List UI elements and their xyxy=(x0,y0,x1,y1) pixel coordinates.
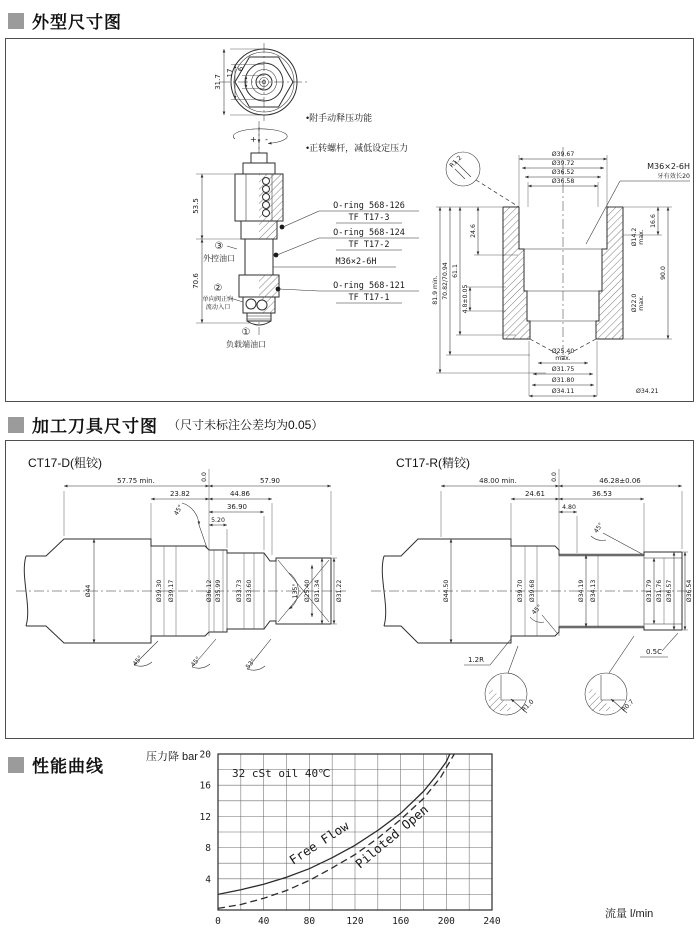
tooling-drawing-box xyxy=(5,440,694,739)
tool-r-dia-31-79: Ø31.79 xyxy=(646,579,653,603)
tool-d-dia-39-30: Ø39.30 xyxy=(156,579,163,603)
port-3-label: 外控油口 xyxy=(203,254,235,263)
tool-r-dia-36-54: Ø36.54 xyxy=(686,579,693,603)
note-screw-pressure: •正转螺杆，减低设定压力 xyxy=(306,143,409,153)
tool-r-ref-0: 0.0 xyxy=(551,472,558,482)
tool-d-dia-35-99: Ø35.99 xyxy=(215,579,222,603)
y-tick-label: 4 xyxy=(205,874,211,886)
port-1-label: 负载端油口 xyxy=(226,340,266,349)
tool-d-dim-23-82: 23.82 xyxy=(169,490,191,498)
tool-r-dim-24-61: 24.61 xyxy=(524,490,546,498)
tool-r-dia-31-76: Ø31.76 xyxy=(656,579,663,603)
tool-r-name: CT17-R(精铰) xyxy=(396,456,470,470)
tool-d-name: CT17-D(粗铰) xyxy=(28,456,102,470)
callout-thread-m36: M36×2-6H xyxy=(335,257,377,267)
tool-d-drawing xyxy=(16,469,346,670)
cavity-bot-31-75: Ø31.75 xyxy=(551,366,575,373)
cavity-bot-34-21: Ø34.21 xyxy=(636,388,659,395)
valve-dim-53-5: 53.5 xyxy=(192,198,200,214)
rotation-plus-sign: + xyxy=(250,135,257,144)
x-tick-label: 160 xyxy=(392,916,410,927)
tool-r-dia-34-13: Ø34.13 xyxy=(590,579,597,603)
tool-d-dia-36-12: Ø36.12 xyxy=(206,579,213,603)
section-subtitle-tooling: （尺寸未标注公差均为0.05） xyxy=(168,418,324,432)
tool-d-dia-31-22: Ø31.22 xyxy=(336,579,343,603)
tool-d-dia-44: Ø44 xyxy=(85,584,92,598)
cavity-dim-16-6: 16.6 xyxy=(650,214,657,228)
cavity-dim-90-0: 90.0 xyxy=(660,266,667,280)
cavity-dim-81-9: 81.9 min. xyxy=(432,275,439,305)
x-tick-label: 0 xyxy=(215,916,221,927)
tool-r-callout-1-2r: 1.2R xyxy=(468,656,484,664)
chart-x-axis-label: 流量 l/min xyxy=(605,908,654,920)
tool-d-dia-39-17: Ø39.17 xyxy=(168,579,175,603)
tool-r-dim-46-28: 46.28±0.06 xyxy=(599,477,641,485)
y-tick-label: 12 xyxy=(199,811,211,823)
tool-r-dia-36-57: Ø36.57 xyxy=(666,579,673,603)
cavity-detail-r1-2: R1.2 xyxy=(448,154,464,170)
tool-d-dia-31-34: Ø31.34 xyxy=(314,579,321,603)
performance-chart xyxy=(190,745,690,937)
callout-tf-t17-3: TF T17-3 xyxy=(348,213,390,223)
cavity-dia-36-52: Ø36.52 xyxy=(551,169,575,176)
x-tick-label: 200 xyxy=(437,916,455,927)
x-tick-label: 120 xyxy=(346,916,364,927)
cavity-drawing xyxy=(432,147,690,396)
cavity-bot-25-40-max: max. xyxy=(555,355,571,362)
cavity-dia-36-58: Ø36.58 xyxy=(551,178,575,185)
section-bullet xyxy=(8,13,24,29)
cavity-bore-14-2-max: max. xyxy=(638,229,645,245)
cavity-dim-70-82: 70.82/70.94 xyxy=(442,262,449,300)
tool-d-angle-135: 135° xyxy=(292,583,299,599)
callout-tf-t17-1: TF T17-1 xyxy=(348,293,390,303)
cavity-bot-34-11: Ø34.11 xyxy=(551,388,575,395)
x-tick-label: 80 xyxy=(303,916,316,927)
callout-tf-t17-2: TF T17-2 xyxy=(348,240,390,250)
cavity-dim-4-8: 4.8±0.05 xyxy=(462,284,469,314)
section-bullet xyxy=(8,757,24,773)
y-tick-label: 20 xyxy=(199,749,211,761)
tool-r-dim-4-80: 4.80 xyxy=(562,504,576,511)
section-header-outline xyxy=(8,8,122,33)
tool-d-dim-36-90: 36.90 xyxy=(226,503,248,511)
y-tick-label: 8 xyxy=(205,843,211,855)
tool-d-ref-0: 0.0 xyxy=(201,472,208,482)
tool-d-dim-57-90: 57.90 xyxy=(259,477,281,485)
tool-r-detail-r10 xyxy=(485,646,535,715)
cavity-thread-spec: M36×2-6H xyxy=(647,162,690,171)
note-manual-release: •附手动释压功能 xyxy=(306,113,373,123)
tool-d-dim-44-86: 44.86 xyxy=(229,490,251,498)
tool-r-drawing xyxy=(371,469,693,715)
valve-section-view xyxy=(235,147,284,335)
y-tick-label: 16 xyxy=(199,780,211,792)
cavity-bore-22-0-max: max. xyxy=(638,295,645,311)
cavity-dim-24-6: 24.6 xyxy=(470,224,477,238)
cavity-dim-61-1: 61.1 xyxy=(452,264,459,278)
cavity-bot-25-40: Ø25.40 xyxy=(551,348,575,355)
x-tick-label: 240 xyxy=(483,916,501,927)
rotation-symbol xyxy=(233,121,287,153)
tool-d-dia-25-40: Ø25.40 xyxy=(304,579,311,603)
valve-dim-70-6: 70.6 xyxy=(192,273,200,289)
topview-dim-6: 6 xyxy=(237,66,245,72)
topview-dim-17: 17 xyxy=(226,68,234,78)
callout-oring-121: O-ring 568-121 xyxy=(333,281,405,291)
section-header-tooling xyxy=(8,412,323,437)
curve-label-free-flow: Free Flow xyxy=(286,818,352,868)
tool-r-detail-r10-label: R1.0 xyxy=(520,698,536,714)
callout-oring-126: O-ring 568-126 xyxy=(333,201,405,211)
topview-dim-31-7: 31.7 xyxy=(214,74,222,90)
callout-oring-124: O-ring 568-124 xyxy=(333,228,405,238)
outline-drawing-box xyxy=(5,38,694,402)
cavity-bore-22-0: Ø22.0 xyxy=(631,293,638,313)
tool-r-dim-36-53: 36.53 xyxy=(591,490,613,498)
x-tick-label: 40 xyxy=(257,916,270,927)
port-1-number: ① xyxy=(241,327,251,338)
cavity-bore-14-2: Ø14.2 xyxy=(631,227,638,247)
tool-d-angle-top-45: 45° xyxy=(172,503,185,517)
port-2-label-line2: 流动入口 xyxy=(205,304,231,311)
tool-d-angle-b1: 45° xyxy=(131,654,145,668)
tooling-drawing-svg xyxy=(6,441,693,735)
tool-r-dia-34-19: Ø34.19 xyxy=(578,579,585,603)
tool-r-dia-39-68: Ø39.68 xyxy=(529,579,536,603)
tool-r-dim-48-00: 48.00 min. xyxy=(479,477,517,485)
tool-r-dia-39-70: Ø39.70 xyxy=(517,579,524,603)
section-header-performance xyxy=(8,752,104,777)
port-2-number: ② xyxy=(213,283,223,294)
port-2-label-line1: 单向阀正向 xyxy=(202,296,234,303)
chart-y-axis-label: 压力降 bar xyxy=(146,751,198,763)
oring-callouts xyxy=(273,201,419,303)
cavity-thread-length: 牙有效长20 xyxy=(657,173,690,180)
port-3-number: ③ xyxy=(214,241,224,252)
tool-r-angle-mid: 45° xyxy=(530,603,544,617)
cavity-dia-39-72: Ø39.72 xyxy=(551,160,575,167)
tool-d-dia-33-73: Ø33.73 xyxy=(236,579,243,603)
tool-d-angle-b3: 53° xyxy=(244,657,258,671)
tool-d-dim-57-75: 57.75 min. xyxy=(117,477,155,485)
curve-label-piloted-open: Piloted Open xyxy=(352,801,432,872)
section-title-performance: 性能曲线 xyxy=(32,757,104,776)
cavity-dia-39-67: Ø39.67 xyxy=(551,151,575,158)
section-title-tooling: 加工刀具尺寸图 xyxy=(32,417,158,436)
tool-r-detail-r07 xyxy=(585,636,635,715)
tool-r-detail-r07-label: R0.7 xyxy=(620,698,636,714)
tool-r-angle-top: 45° xyxy=(592,521,605,535)
section-bullet xyxy=(8,417,24,433)
section-title-outline: 外型尺寸图 xyxy=(32,13,122,32)
tool-d-dim-5-20: 5.20 xyxy=(211,517,225,524)
tool-r-dia-44-50: Ø44.50 xyxy=(443,579,450,603)
tool-d-angle-b2: 45° xyxy=(189,655,203,669)
chart-oil-annotation: 32 cSt oil 40℃ xyxy=(232,767,331,780)
valve-top-view xyxy=(214,43,308,121)
cavity-bot-31-80: Ø31.80 xyxy=(551,377,575,384)
outline-drawing-svg xyxy=(6,39,693,398)
rotation-minus-sign: - xyxy=(265,135,268,144)
tool-r-callout-0-5c: 0.5C xyxy=(645,648,663,656)
tool-d-dia-33-60: Ø33.60 xyxy=(246,579,253,603)
